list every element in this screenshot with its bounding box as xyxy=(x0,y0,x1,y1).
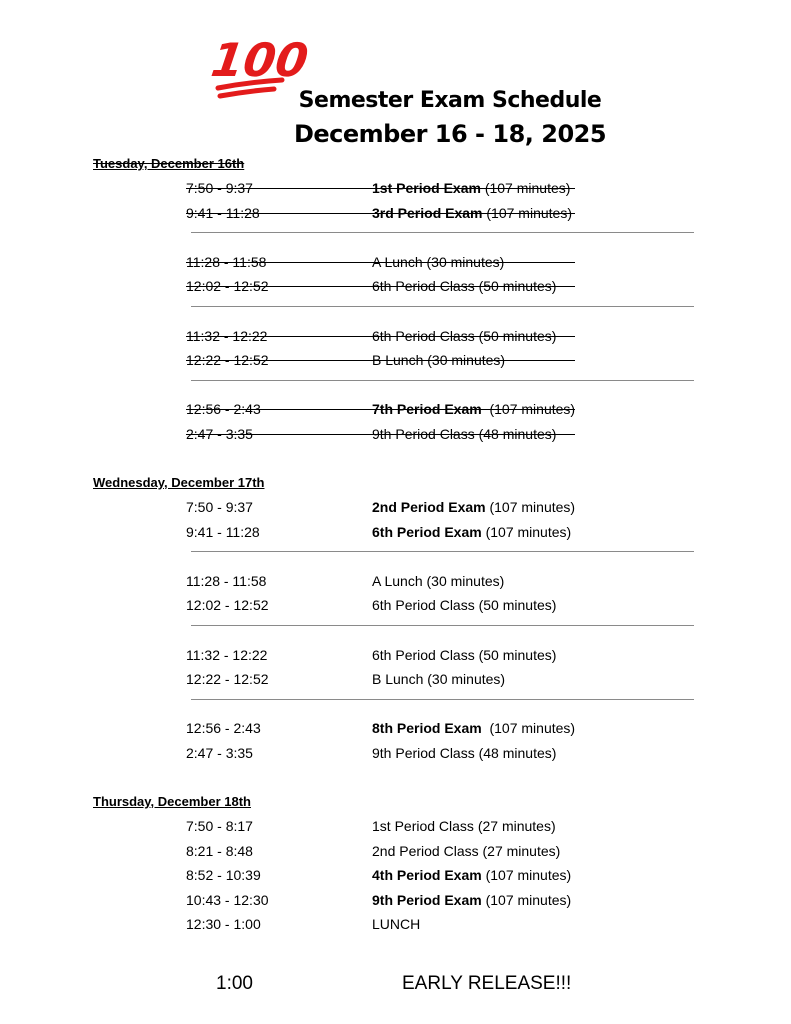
day-heading: Tuesday, December 16th xyxy=(93,156,245,171)
row-label: A Lunch (30 minutes) xyxy=(372,253,505,270)
row-description xyxy=(372,647,556,663)
strikethrough-line xyxy=(186,409,575,410)
strikethrough-line xyxy=(186,286,575,287)
group-divider xyxy=(191,625,694,626)
schedule-row xyxy=(0,205,791,225)
row-label: 9th Period Class (48 minutes) xyxy=(372,426,557,442)
strikethrough-line xyxy=(186,188,575,189)
row-label: B Lunch (30 minutes) xyxy=(372,671,506,688)
row-time: 2:47 - 3:35 xyxy=(186,745,253,761)
row-description xyxy=(372,499,575,515)
row-description xyxy=(372,892,571,908)
row-description xyxy=(372,916,420,932)
row-label: 7th Period Exam xyxy=(372,401,482,418)
row-time: 12:22 - 12:52 xyxy=(186,671,269,688)
schedule-row xyxy=(0,720,791,740)
row-time: 7:50 - 9:37 xyxy=(186,180,253,196)
schedule-row xyxy=(0,401,791,421)
schedule-row xyxy=(0,499,791,519)
row-description xyxy=(372,867,571,883)
row-label: 9th Period Class (48 minutes) xyxy=(372,745,557,761)
row-description xyxy=(372,843,560,859)
day-heading: Wednesday, December 17th xyxy=(93,475,265,490)
row-label: 2nd Period Class (27 minutes) xyxy=(372,842,561,859)
row-label: 2nd Period Exam xyxy=(372,499,486,515)
row-duration: (107 minutes) xyxy=(481,867,572,884)
strikethrough-line xyxy=(186,434,575,435)
schedule-row xyxy=(0,745,791,765)
group-divider xyxy=(191,380,694,381)
row-label: 6th Period Class (50 minutes) xyxy=(372,597,557,614)
row-time: 8:52 - 10:39 xyxy=(186,867,261,884)
row-time: 11:32 - 12:22 xyxy=(186,646,268,663)
schedule-row xyxy=(0,352,791,372)
row-time: 7:50 - 9:37 xyxy=(186,499,253,515)
release-text: EARLY RELEASE!!! xyxy=(402,973,572,994)
schedule-row xyxy=(0,573,791,593)
schedule-row xyxy=(0,254,791,274)
row-duration: (107 minutes) xyxy=(480,180,571,196)
page-title: Semester Exam Schedule xyxy=(298,88,602,113)
row-label: 3rd Period Exam xyxy=(372,204,483,221)
row-duration: (107 minutes) xyxy=(482,204,572,221)
strikethrough-line xyxy=(186,262,575,263)
hundred-points-glyph: 100 xyxy=(207,33,312,87)
row-label: 6th Period Class (50 minutes) xyxy=(372,327,557,344)
schedule-row xyxy=(0,328,791,348)
row-label: 8th Period Exam xyxy=(372,720,482,737)
schedule-row xyxy=(0,426,791,446)
row-label: 1st Period Class (27 minutes) xyxy=(372,818,556,834)
group-divider xyxy=(191,699,694,700)
row-time: 12:56 - 2:43 xyxy=(186,401,261,418)
row-label: 1st Period Exam xyxy=(372,180,481,196)
row-label: 6th Period Exam xyxy=(372,523,482,540)
schedule-row xyxy=(0,180,791,200)
group-divider xyxy=(191,232,694,233)
row-description xyxy=(372,573,504,589)
row-time: 12:56 - 2:43 xyxy=(186,720,261,737)
day-heading: Thursday, December 18th xyxy=(93,794,251,809)
row-time: 2:47 - 3:35 xyxy=(186,426,253,442)
row-time: 12:02 - 12:52 xyxy=(186,597,269,614)
schedule-row xyxy=(0,818,791,838)
row-time: 7:50 - 8:17 xyxy=(186,818,253,834)
row-description xyxy=(372,597,556,613)
schedule-row xyxy=(0,843,791,863)
strikethrough-line xyxy=(186,213,575,214)
schedule-row xyxy=(0,671,791,691)
row-label: A Lunch (30 minutes) xyxy=(372,572,505,589)
row-label: 6th Period Class (50 minutes) xyxy=(372,278,557,295)
schedule-row xyxy=(0,916,791,936)
schedule-row xyxy=(0,647,791,667)
row-time: 11:32 - 12:22 xyxy=(186,327,268,344)
strikethrough-line xyxy=(186,336,575,337)
row-description xyxy=(372,720,575,736)
row-time: 9:41 - 11:28 xyxy=(186,204,260,221)
row-duration: (107 minutes) xyxy=(481,401,576,418)
row-description xyxy=(372,745,556,761)
row-label: B Lunch (30 minutes) xyxy=(372,352,506,369)
schedule-row xyxy=(0,278,791,298)
strikethrough-line xyxy=(186,360,575,361)
schedule-row xyxy=(0,892,791,912)
row-time: 8:21 - 8:48 xyxy=(186,842,253,859)
row-label: 4th Period Exam xyxy=(372,867,482,884)
row-description xyxy=(372,524,571,540)
row-label: 6th Period Class (50 minutes) xyxy=(372,646,557,663)
schedule-row xyxy=(0,867,791,887)
row-duration: (107 minutes) xyxy=(485,499,576,515)
row-time: 12:02 - 12:52 xyxy=(186,278,269,295)
row-label: LUNCH xyxy=(372,916,421,933)
row-time: 9:41 - 11:28 xyxy=(186,523,260,540)
row-time: 12:30 - 1:00 xyxy=(186,916,261,933)
row-time: 11:28 - 11:58 xyxy=(186,572,267,589)
row-time: 12:22 - 12:52 xyxy=(186,352,269,369)
row-description xyxy=(372,818,556,834)
schedule-row xyxy=(0,524,791,544)
row-time: 11:28 - 11:58 xyxy=(186,253,267,270)
group-divider xyxy=(191,306,694,307)
group-divider xyxy=(191,551,694,552)
row-duration: (107 minutes) xyxy=(481,523,572,540)
row-time: 10:43 - 12:30 xyxy=(186,891,269,908)
row-description xyxy=(372,671,505,687)
row-duration: (107 minutes) xyxy=(481,891,572,908)
release-time: 1:00 xyxy=(216,973,253,994)
date-range: December 16 - 18, 2025 xyxy=(293,120,607,148)
row-label: 9th Period Exam xyxy=(372,891,482,908)
schedule-row xyxy=(0,597,791,617)
row-duration: (107 minutes) xyxy=(481,720,576,737)
